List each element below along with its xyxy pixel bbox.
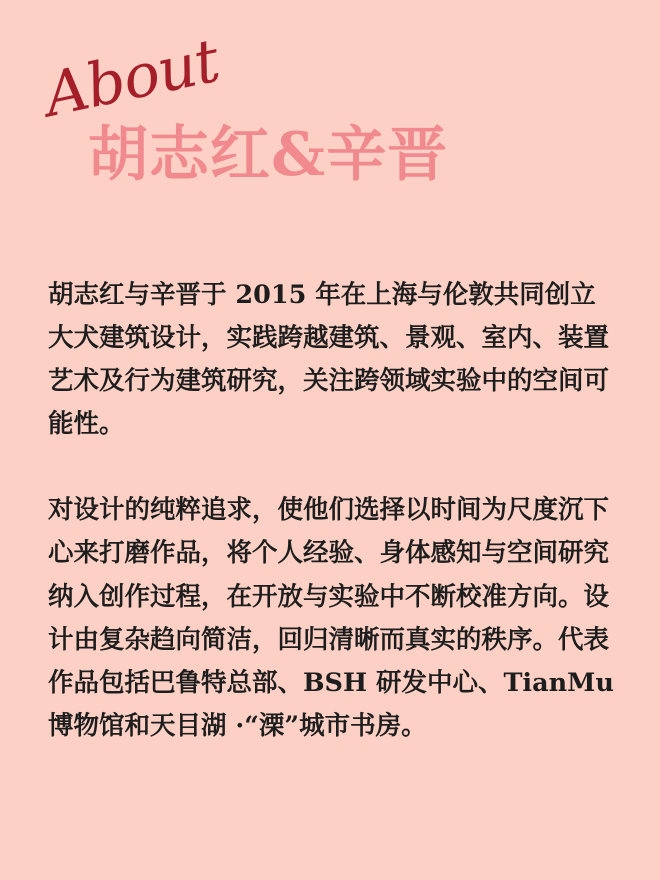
bio-content [48,274,618,748]
bio-paragraph-1: 胡志红与辛晋于 2015 年在上海与伦敦共同创立大犬建筑设计，实践跨越建筑、景观、室内、装置艺术及行为建筑研究，关注跨领域实验中的空间可能性。 [48,280,610,440]
page-title: 胡志红&辛晋 [88,120,449,190]
bio-paragraph-2: 对设计的纯粹追求，使他们选择以时间为尺度沉下心来打磨作品，将个人经验、身体感知与空间研究纳入创作过程，在开放与实验中不断校准方向。设计由复杂趋向简洁，回归清晰而真实的秩序。代表作品包括巴鲁特总部、BSH 研发中心、TianMu 博物馆和天目湖 ·“溧”城市书房。 [48,495,614,741]
about-script-heading: About [38,25,225,131]
header [0,0,660,220]
